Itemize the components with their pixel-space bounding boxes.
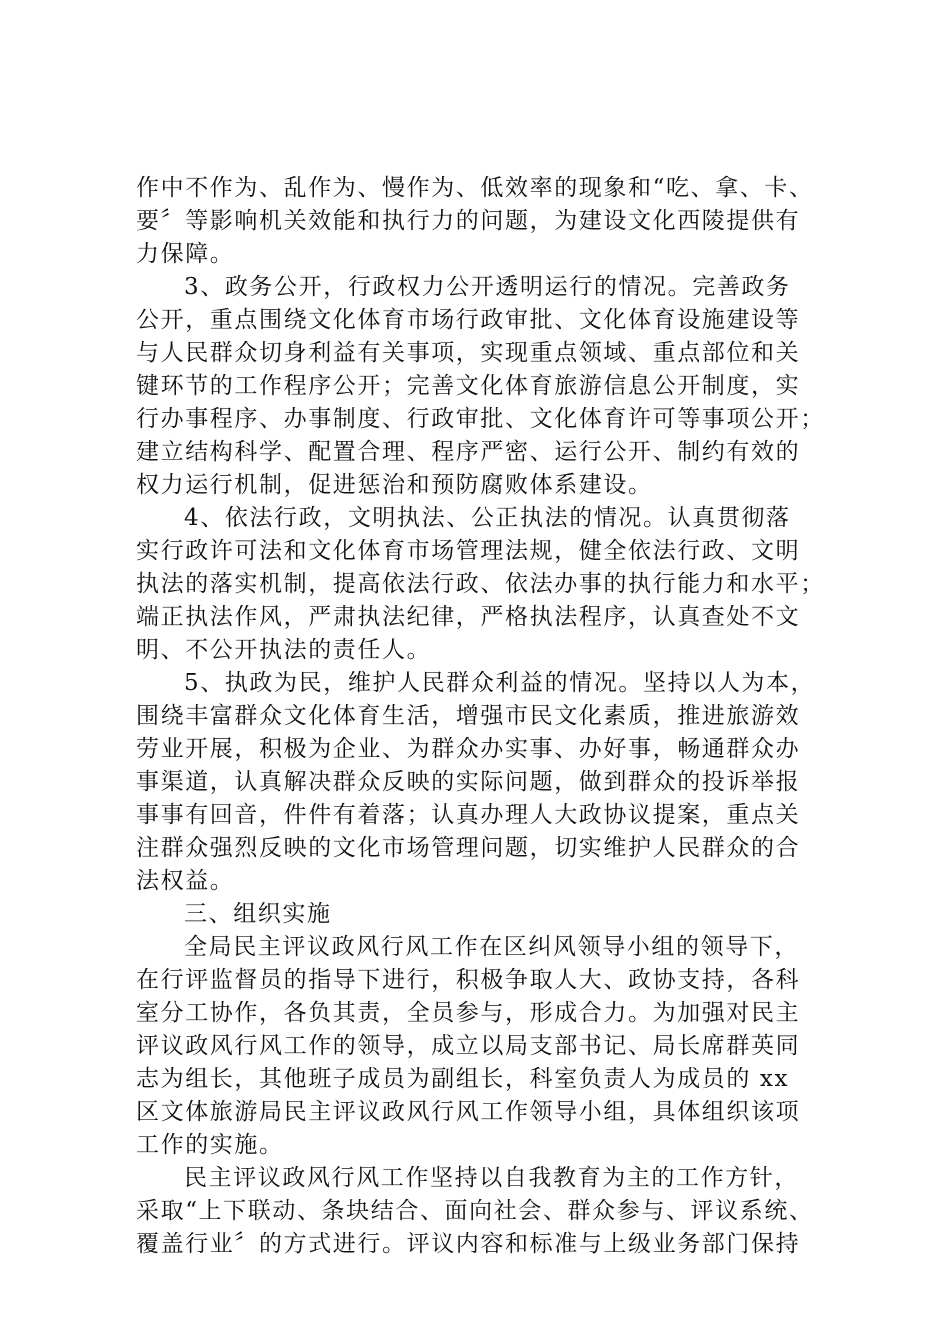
text-line: 端正执法作风，严肃执法纪律，严格执法程序，认真查处不文 (136, 604, 801, 630)
text-line: 法权益。 (136, 868, 235, 894)
text-line: 明、不公开执法的责任人。 (136, 637, 432, 663)
text-line: 志为组长，其他班子成员为副组长，科室负责人为成员的 xx (136, 1066, 790, 1092)
text-line: 区文体旅游局民主评议政风行风工作领导小组，具体组织该项 (136, 1099, 801, 1125)
text-line: 三、组织实施 (184, 901, 332, 927)
text-line: 建立结构科学、配置合理、程序严密、运行公开、制约有效的 (136, 439, 801, 465)
text-line: 采取“上下联动、条块结合、面向社会、群众参与、评议系统、 (136, 1198, 814, 1224)
document-body (136, 172, 828, 1261)
text-line: 3、政务公开，行政权力公开透明运行的情况。完善政务 (184, 274, 791, 300)
text-line: 作中不作为、乱作为、慢作为、低效率的现象和“吃、拿、卡、 (136, 175, 814, 201)
text-line: 全局民主评议政风行风工作在区纠风领导小组的领导下， (184, 934, 799, 960)
text-line: 执法的落实机制，提高依法行政、依法办事的执行能力和水平； (136, 571, 825, 597)
text-line: 民主评议政风行风工作坚持以自我教育为主的工作方针， (184, 1165, 799, 1191)
text-line: 室分工协作，各负其责，全员参与，形成合力。为加强对民主 (136, 1000, 801, 1026)
text-line: 权力运行机制，促进惩治和预防腐败体系建设。 (136, 472, 653, 498)
text-line: 事事有回音，件件有着落；认真办理人大政协议提案，重点关 (136, 802, 801, 828)
text-line: 5、执政为民，维护人民群众利益的情况。坚持以人为本， (184, 670, 816, 696)
text-line: 注群众强烈反映的文化市场管理问题，切实维护人民群众的合 (136, 835, 801, 861)
text-line: 要〞等影响机关效能和执行力的问题，为建设文化西陵提供有 (136, 208, 801, 234)
text-line: 与人民群众切身利益有关事项，实现重点领域、重点部位和关 (136, 340, 801, 366)
text-line: 4、依法行政，文明执法、公正执法的情况。认真贯彻落 (184, 505, 791, 531)
text-line: 实行政许可法和文化体育市场管理法规，健全依法行政、文明 (136, 538, 801, 564)
text-line: 键环节的工作程序公开；完善文化体育旅游信息公开制度，实 (136, 373, 801, 399)
text-line: 评议政风行风工作的领导，成立以局支部书记、局长席群英同 (136, 1033, 801, 1059)
text-line: 事渠道，认真解决群众反映的实际问题，做到群众的投诉举报 (136, 769, 801, 795)
text-line: 劳业开展，积极为企业、为群众办实事、办好事，畅通群众办 (136, 736, 801, 762)
text-line: 围绕丰富群众文化体育生活，增强市民文化素质，推进旅游效 (136, 703, 801, 729)
text-line: 覆盖行业〞的方式进行。评议内容和标准与上级业务部门保持 (136, 1231, 801, 1257)
text-line: 工作的实施。 (136, 1132, 284, 1158)
text-line: 公开，重点围绕文化体育市场行政审批、文化体育设施建设等 (136, 307, 801, 333)
text-line: 力保障。 (136, 241, 235, 267)
text-line: 在行评监督员的指导下进行，积极争取人大、政协支持，各科 (136, 967, 801, 993)
text-line: 行办事程序、办事制度、行政审批、文化体育许可等事项公开； (136, 406, 825, 432)
